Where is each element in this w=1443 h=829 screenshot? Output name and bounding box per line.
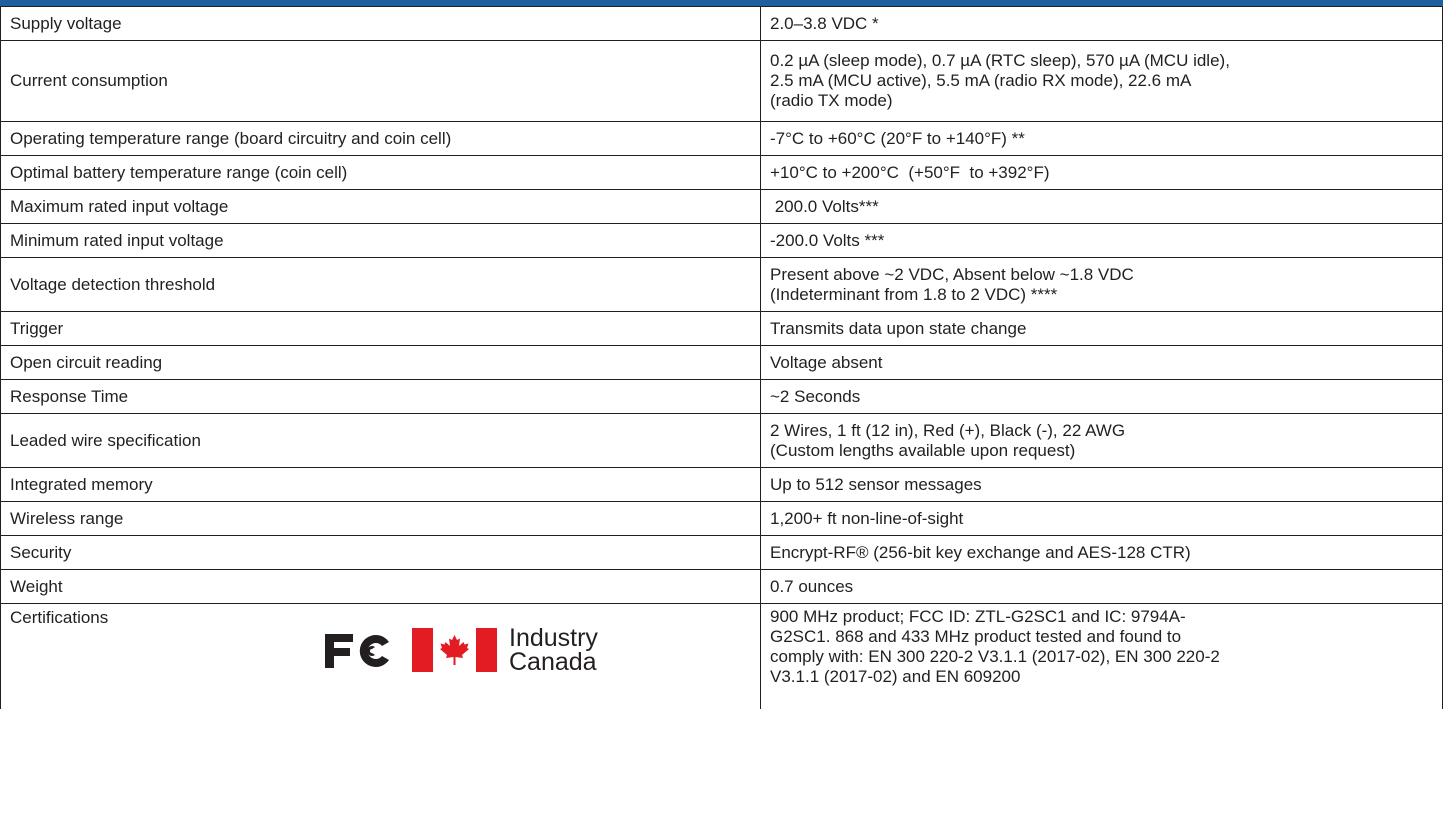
table-row [1, 7, 1443, 41]
param-label: Weight [1, 570, 761, 604]
param-value: Up to 512 sensor messages [761, 468, 1443, 502]
param-label: Supply voltage [1, 7, 761, 41]
table-row [1, 312, 1443, 346]
param-label: Trigger [1, 312, 761, 346]
param-value: -200.0 Volts *** [761, 224, 1443, 258]
table-row [1, 156, 1443, 190]
param-value: 0.7 ounces [761, 570, 1443, 604]
table-row [1, 536, 1443, 570]
table-row [1, 604, 1443, 710]
spec-table [0, 6, 1443, 709]
table-row [1, 122, 1443, 156]
param-value: 200.0 Volts*** [761, 190, 1443, 224]
param-label: Optimal battery temperature range (coin cell) [1, 156, 761, 190]
canada-flag-icon [412, 628, 497, 672]
table-row [1, 414, 1443, 468]
param-label: Open circuit reading [1, 346, 761, 380]
table-row [1, 258, 1443, 312]
param-value: Encrypt-RF® (256-bit key exchange and AES-128 CTR) [761, 536, 1443, 570]
param-value: 900 MHz product; FCC ID: ZTL-G2SC1 and IC: 9794A- G2SC1. 868 and 433 MHz product tested and found to comply with: EN 300 220-2 V3.1.1 (2017-02), EN 300 220-2 V3.1.1 (2017-02) and EN 609200 [761, 604, 1443, 710]
param-label: Wireless range [1, 502, 761, 536]
table-row [1, 570, 1443, 604]
param-label: Leaded wire specification [1, 414, 761, 468]
param-value: 0.2 µA (sleep mode), 0.7 µA (RTC sleep), 570 µA (MCU idle), 2.5 mA (MCU active), 5.5 mA (radio RX mode), 22.6 mA (radio TX mode) [761, 41, 1443, 122]
param-label: Security [1, 536, 761, 570]
param-value: +10°C to +200°C (+50°F to +392°F) [761, 156, 1443, 190]
table-row [1, 380, 1443, 414]
param-value: Transmits data upon state change [761, 312, 1443, 346]
param-label-cell [1, 604, 761, 710]
param-value: 1,200+ ft non-line-of-sight [761, 502, 1443, 536]
param-value: 2 Wires, 1 ft (12 in), Red (+), Black (-), 22 AWG (Custom lengths available upon request) [761, 414, 1443, 468]
param-label: Integrated memory [1, 468, 761, 502]
table-row [1, 502, 1443, 536]
industry-canada-text: Industry Canada [509, 624, 598, 676]
param-label: Response Time [1, 380, 761, 414]
param-label: Current consumption [1, 41, 761, 122]
fcc-logo [323, 632, 401, 670]
param-label: Maximum rated input voltage [1, 190, 761, 224]
param-value: ~2 Seconds [761, 380, 1443, 414]
param-label: Operating temperature range (board circuitry and coin cell) [1, 122, 761, 156]
param-value: 2.0–3.8 VDC * [761, 7, 1443, 41]
param-label: Certifications [10, 608, 109, 627]
param-label: Minimum rated input voltage [1, 224, 761, 258]
table-row [1, 190, 1443, 224]
param-value: Present above ~2 VDC, Absent below ~1.8 VDC (Indeterminant from 1.8 to 2 VDC) **** [761, 258, 1443, 312]
table-row [1, 346, 1443, 380]
table-row [1, 224, 1443, 258]
param-value: -7°C to +60°C (20°F to +140°F) ** [761, 122, 1443, 156]
table-row [1, 468, 1443, 502]
table-row [1, 41, 1443, 122]
param-value: Voltage absent [761, 346, 1443, 380]
param-label: Voltage detection threshold [1, 258, 761, 312]
